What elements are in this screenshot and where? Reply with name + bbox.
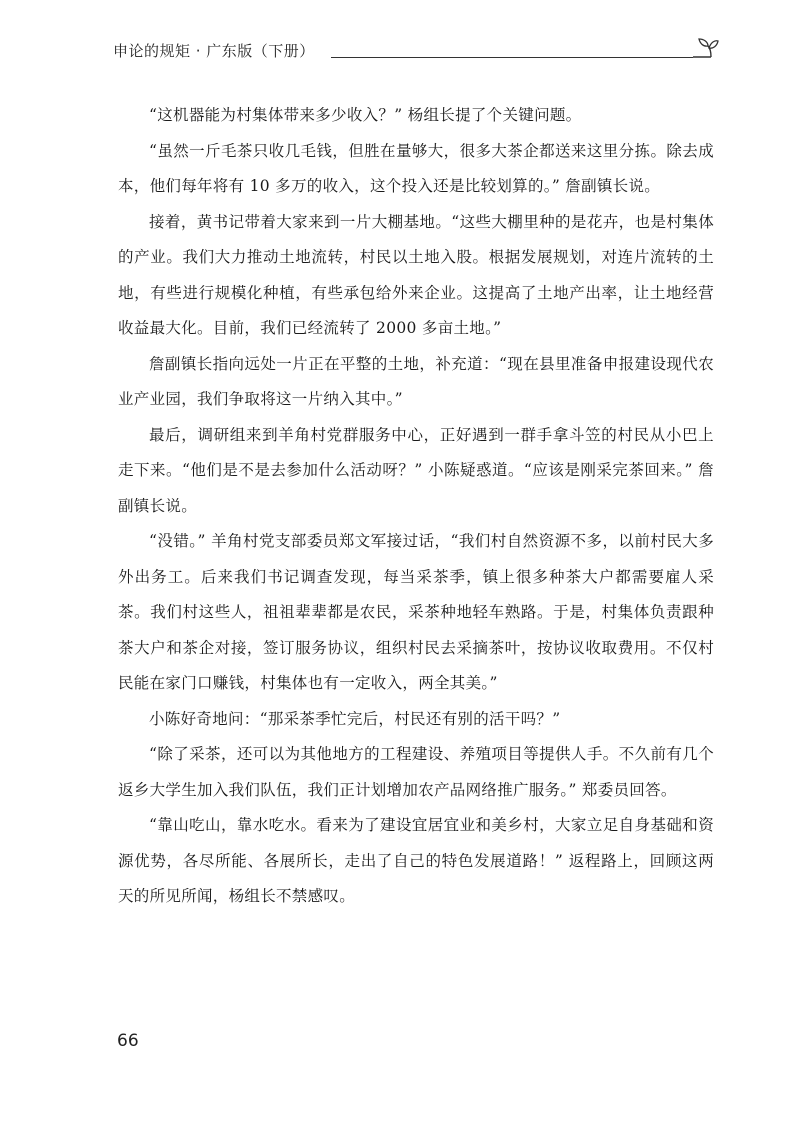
paragraph: “虽然一斤毛茶只收几毛钱，但胜在量够大，很多大茶企都送来这里分拣。除去成本，他们每年将有 10 多万的收入，这个投入还是比较划算的。” 詹副镇长说。 (118, 141, 714, 195)
paragraph: “没错。” 羊角村党支部委员郑文军接过话，“我们村自然资源不多，以前村民大多外出务工。后来我们书记调查发现，每当采茶季，镇上很多种茶大户都需要雇人采茶。我们村这些人，祖祖辈辈都是农民，采茶种地轻车熟路。于是，村集体负责跟种茶大户和茶企对接，签订服务协议，组织村民去采摘茶叶，按协议收取费用。不仅村民能在家门口赚钱，村集体也有一定收入，两全其美。” (118, 532, 714, 692)
paragraph: 最后，调研组来到羊角村党群服务中心，正好遇到一群手拿斗笠的村民从小巴上走下来。“他们是不是去参加什么活动呀？” 小陈疑惑道。“应该是刚采完茶回来。” 詹副镇长说。 (118, 425, 714, 515)
paragraph: “靠山吃山，靠水吃水。看来为了建设宜居宜业和美乡村，大家立足自身基础和资源优势，各尽所能、各展所长，走出了自己的特色发展道路！” 返程路上，回顾这两天的所见所闻，杨组长不禁感叹。 (118, 816, 714, 905)
book-title: 申论的规矩 · 广东版（下册） (113, 42, 315, 60)
sprout-icon (691, 36, 719, 62)
running-header (113, 36, 719, 66)
body-text (118, 98, 714, 915)
paragraph: 詹副镇长指向远处一片正在平整的土地，补充道：“现在县里准备申报建设现代农业产业园，我们争取将这一片纳入其中。” (118, 354, 714, 408)
paragraph: “这机器能为村集体带来多少收入？” 杨组长提了个关键问题。 (149, 106, 582, 124)
paragraph: “除了采茶，还可以为其他地方的工程建设、养殖项目等提供人手。不久前有几个返乡大学生加入我们队伍，我们正计划增加农产品网络推广服务。” 郑委员回答。 (118, 745, 714, 799)
header-rule (331, 57, 693, 58)
paragraph: 小陈好奇地问：“那采茶季忙完后，村民还有别的活干吗？” (149, 709, 561, 728)
paragraph: 接着，黄书记带着大家来到一片大棚基地。“这些大棚里种的是花卉，也是村集体的产业。我们大力推动土地流转，村民以土地入股。根据发展规划，对连片流转的土地，有些进行规模化种植，有些承包给外来企业。这提高了土地产出率，让土地经营收益最大化。目前，我们已经流转了 2000 多亩土地。” (118, 212, 714, 337)
page-number: 66 (117, 1031, 139, 1051)
